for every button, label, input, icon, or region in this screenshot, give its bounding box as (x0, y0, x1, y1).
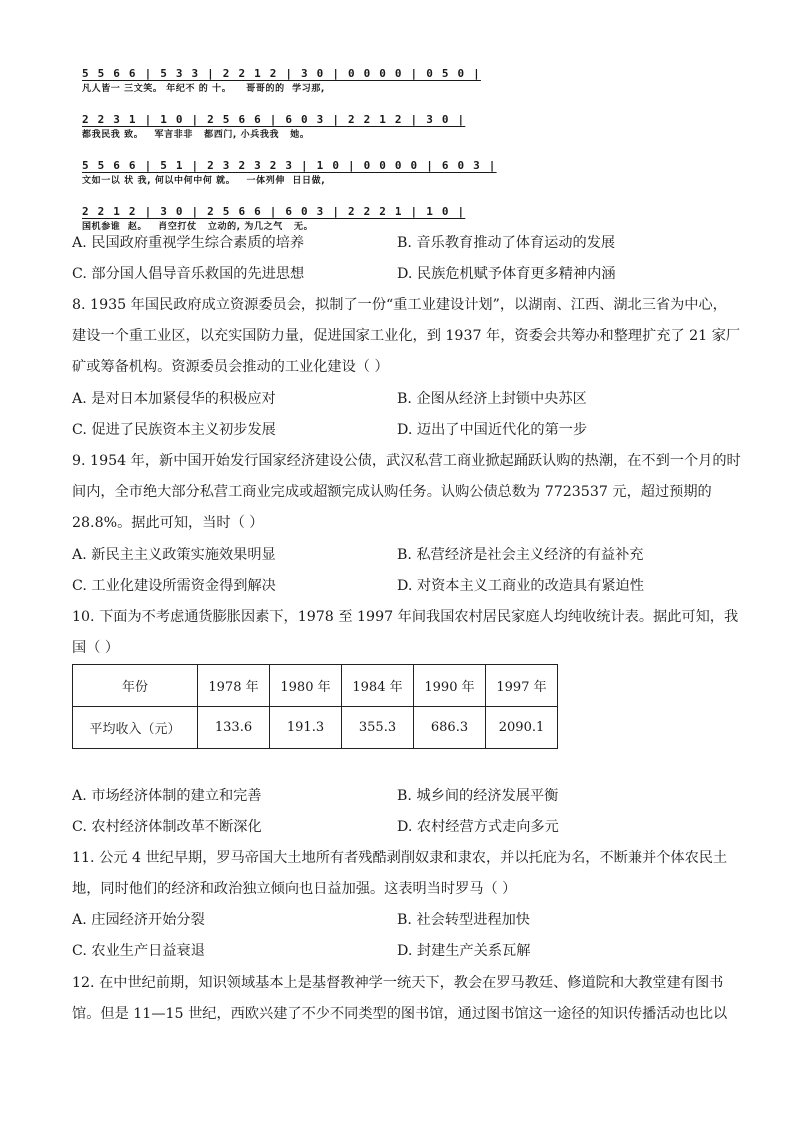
table-cell: 平均收入（元） (73, 707, 198, 749)
option-text: 工业化建设所需资金得到解决 (91, 578, 276, 594)
option-letter: A. (72, 235, 87, 251)
table-cell: 年份 (73, 665, 198, 707)
table-header-row (73, 665, 558, 707)
score-notes: 2 2 3 1 | 1 0 | 2 5 6 6 | 6 0 3 | 2 2 1 2 | 3 0 | (82, 113, 466, 126)
q12-stem-line: 馆。但是 11—15 世纪，西欧兴建了不少不同类型的图书馆，通过图书馆这一途径的知识传播活动也比以 (72, 1006, 728, 1022)
q8-stem-line: 8. 1935 年国民政府成立资源委员会，拟制了一份“重工业建设计划”，以湖南、江西、湖北三省为中心， (72, 297, 727, 313)
table-cell: 1990 年 (414, 665, 486, 707)
option-letter: D. (397, 943, 413, 959)
table-cell: 1980 年 (270, 665, 342, 707)
option-text: 是对日本加紧侵华的积极应对 (91, 391, 276, 407)
option-letter: A. (72, 547, 87, 563)
table-cell: 2090.1 (486, 707, 558, 749)
q7-option-d[interactable] (397, 264, 616, 284)
score-lyrics: 文如一以 状 我, 何以中何中何 就。 一体列伸 日日做, (82, 176, 326, 186)
option-text: 私营经济是社会主义经济的有益补充 (416, 547, 644, 563)
score-notes: 5 5 6 6 | 5 3 3 | 2 2 1 2 | 3 0 | 0 0 0 0 | 0 5 0 | (82, 67, 481, 80)
option-text: 城乡间的经济发展平衡 (416, 788, 559, 804)
table-cell: 1984 年 (342, 665, 414, 707)
q10-option-b[interactable] (397, 786, 558, 806)
option-letter: C. (72, 943, 87, 959)
option-text: 迈出了中国近代化的第一步 (416, 422, 588, 438)
q8-option-b[interactable] (397, 389, 587, 409)
q11-stem-line: 11. 公元 4 世纪早期，罗马帝国大土地所有者残酷剥削奴隶和隶农，并以托庇为名，不断兼并个体农民土 (72, 850, 728, 866)
score-lyrics: 都我民我 致。 军言非非 都西门, 小兵我我 她。 (82, 130, 310, 140)
option-text: 促进了民族资本主义初步发展 (91, 422, 276, 438)
option-text: 市场经济体制的建立和完善 (91, 788, 262, 804)
option-text: 对资本主义工商业的改造具有紧迫性 (416, 578, 644, 594)
option-text: 农业生产日益衰退 (91, 943, 205, 959)
option-text: 企图从经济上封锁中央苏区 (416, 391, 587, 407)
music-score (82, 66, 497, 250)
option-letter: A. (72, 912, 87, 928)
option-letter: C. (72, 578, 87, 594)
option-text: 音乐教育推动了体育运动的发展 (416, 235, 616, 251)
q9-option-d[interactable] (397, 576, 644, 596)
option-text: 农村经济体制改革不断深化 (91, 819, 262, 835)
option-letter: A. (72, 391, 87, 407)
table-cell: 133.6 (198, 707, 270, 749)
score-notes: 2 2 1 2 | 3 0 | 2 5 6 6 | 6 0 3 | 2 2 2 1 | 1 0 | (82, 205, 466, 218)
score-notes: 5 5 6 6 | 5 1 | 2 3 2 3 2 3 | 1 0 | 0 0 0 0 | 6 0 3 | (82, 159, 497, 172)
option-letter: B. (397, 912, 412, 928)
score-line (82, 158, 497, 192)
q8-option-a[interactable] (72, 389, 276, 409)
q10-stem-line: 10. 下面为不考虑通货膨胀因素下，1978 至 1997 年间我国农村居民家庭人均纯收统计表。据此可知，我 (72, 609, 739, 625)
table-row (73, 707, 558, 749)
q11-option-d[interactable] (397, 941, 530, 961)
table-cell: 1997 年 (486, 665, 558, 707)
q8-option-d[interactable] (397, 420, 587, 440)
option-letter: B. (397, 391, 412, 407)
option-text: 民国政府重视学生综合素质的培养 (91, 235, 305, 251)
q9-option-a[interactable] (72, 545, 276, 565)
q8-option-c[interactable] (72, 420, 276, 440)
option-text: 庄园经济开始分裂 (91, 912, 205, 928)
q8-stem-line: 建设一个重工业区，以充实国防力量，促进国家工业化，到 1937 年，资委会共筹办和整理扩充了 21 家厂 (72, 328, 741, 344)
option-letter: B. (397, 235, 412, 251)
option-text: 新民主主义政策实施效果明显 (91, 547, 276, 563)
option-letter: A. (72, 788, 87, 804)
option-text: 农村经营方式走向多元 (416, 819, 559, 835)
option-letter: D. (397, 422, 413, 438)
option-text: 民族危机赋予体育更多精神内涵 (416, 266, 616, 282)
q12-stem-line: 12. 在中世纪前期，知识领域基本上是基督教神学一统天下，教会在罗马教廷、修道院和大教堂建有图书 (72, 975, 724, 991)
q9-stem-line: 间内，全市绝大部分私营工商业完成或超额完成认购任务。认购公债总数为 7723537 元，超过预期的 (72, 484, 712, 500)
q10-option-c[interactable] (72, 817, 262, 837)
option-text: 封建生产关系瓦解 (416, 943, 531, 959)
option-letter: D. (397, 819, 413, 835)
q7-option-a[interactable] (72, 233, 304, 253)
q10-stem-line: 国（ ） (72, 640, 120, 656)
q9-stem-line: 9. 1954 年，新中国开始发行国家经济建设公债，武汉私营工商业掀起踊跃认购的热潮，在不到一个月的时 (72, 453, 741, 469)
option-letter: D. (397, 266, 413, 282)
table-cell: 355.3 (342, 707, 414, 749)
q10-option-a[interactable] (72, 786, 262, 806)
option-letter: C. (72, 422, 87, 438)
score-line (82, 66, 481, 100)
option-letter: B. (397, 788, 412, 804)
q11-option-c[interactable] (72, 941, 205, 961)
option-letter: B. (397, 547, 412, 563)
option-letter: C. (72, 266, 87, 282)
option-letter: C. (72, 819, 87, 835)
option-letter: D. (397, 578, 413, 594)
score-lyrics: 国机参谁 赵。 肖空打仗 立动的, 为几之气 无。 (82, 222, 314, 232)
q11-option-b[interactable] (397, 910, 530, 930)
score-lyrics: 凡人皆一 三文笑。 年纪不 的 十。 哥哥的的 学习那, (82, 84, 325, 94)
q9-option-c[interactable] (72, 576, 276, 596)
q9-stem-line: 28.8%。据此可知，当时（ ） (72, 515, 264, 531)
score-line (82, 112, 466, 146)
q10-option-d[interactable] (397, 817, 559, 837)
q9-option-b[interactable] (397, 545, 643, 565)
table-cell: 191.3 (270, 707, 342, 749)
q7-option-b[interactable] (397, 233, 615, 253)
q11-option-a[interactable] (72, 910, 205, 930)
q8-stem-line: 矿或筹备机构。资源委员会推动的工业化建设（ ） (72, 359, 389, 375)
table-cell: 686.3 (414, 707, 486, 749)
option-text: 部分国人倡导音乐救国的先进思想 (91, 266, 305, 282)
q11-stem-line: 地，同时他们的经济和政治独立倾向也日益加强。这表明当时罗马（ ） (72, 881, 517, 897)
income-table (72, 664, 558, 749)
option-text: 社会转型进程加快 (416, 912, 530, 928)
table-cell: 1978 年 (198, 665, 270, 707)
q7-option-c[interactable] (72, 264, 304, 284)
